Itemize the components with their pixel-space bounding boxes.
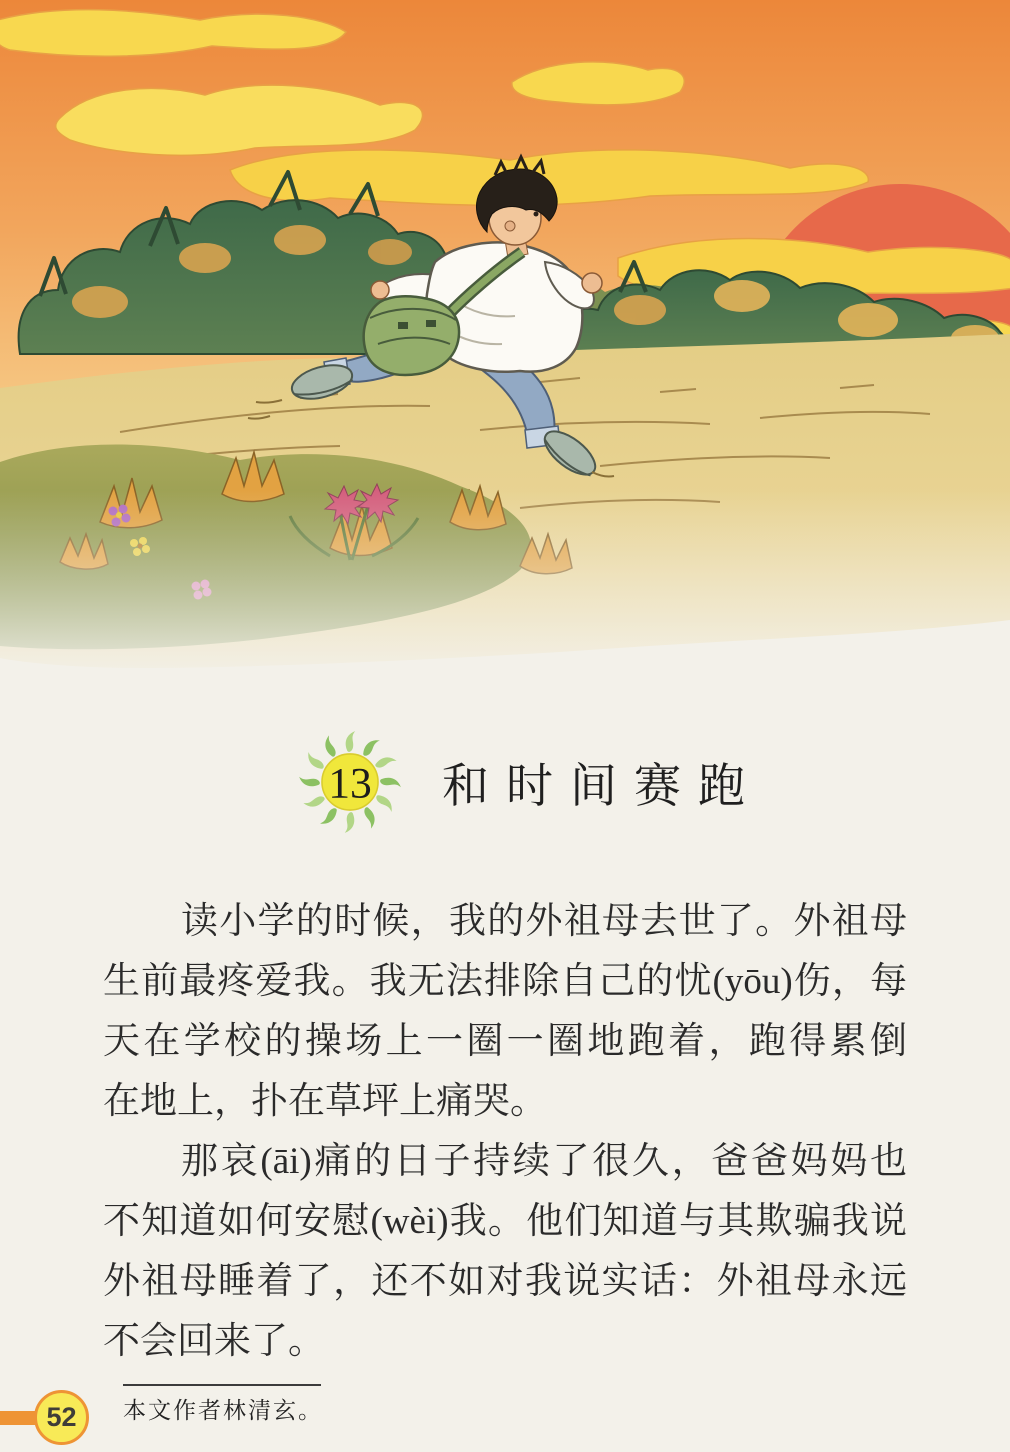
text-line: 在地上，扑在草坪上痛哭。 [103, 1081, 547, 1122]
text-line: 天在学校的操场上一圈一圈地跑着，跑得累倒 [103, 1021, 907, 1062]
left-fist [371, 281, 389, 299]
text-line: 不会回来了。 [103, 1321, 325, 1362]
text-line: 外祖母睡着了，还不如对我说实话：外祖母永远 [103, 1261, 907, 1302]
text-line: 那哀(āi)痛的日子持续了很久，爸爸妈妈也 [181, 1141, 907, 1182]
text-line: 不知道如何安慰(wèi)我。他们知道与其欺骗我说 [103, 1201, 907, 1242]
lesson-title: 和时间赛跑 [442, 760, 762, 813]
sunset-running-illustration [0, 0, 1010, 720]
page-number: 52 [46, 1402, 77, 1432]
text-line: 读小学的时候，我的外祖母去世了。外祖母 [181, 901, 907, 942]
footnote: 本文作者林清玄。 [123, 1398, 323, 1423]
lesson-number-badge [296, 728, 404, 836]
lesson-header [296, 722, 762, 842]
boy-ear [505, 221, 515, 231]
page-number-badge [34, 1390, 89, 1445]
text-line: 生前最疼爱我。我无法排除自己的忧(yōu)伤，每 [103, 961, 907, 1002]
footnote-divider [123, 1384, 321, 1386]
lesson-body [103, 892, 907, 1372]
lesson-number: 13 [328, 759, 372, 808]
illustration-fade [0, 490, 1010, 720]
right-fist [582, 273, 602, 293]
